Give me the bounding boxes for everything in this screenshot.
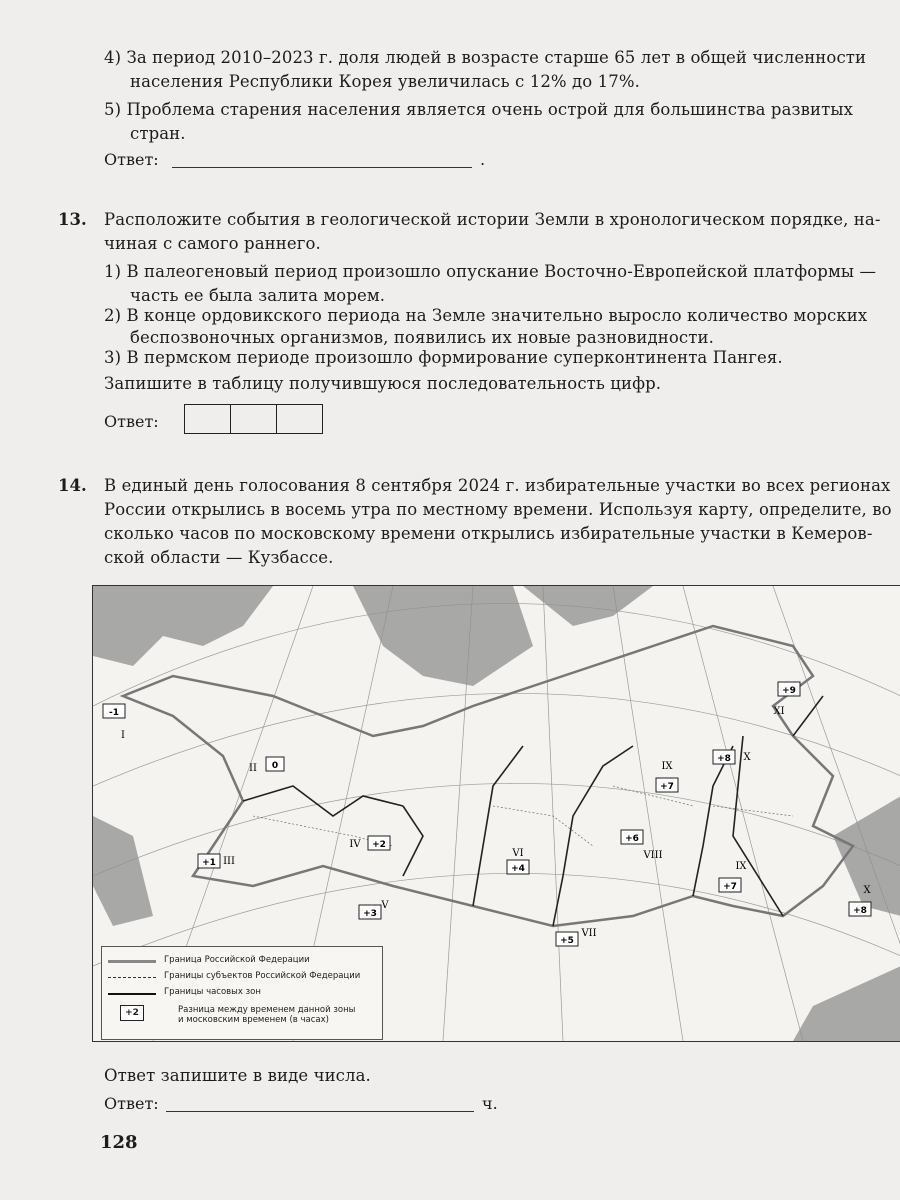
q14-prompt-line4: ской области — Кузбассе. <box>104 548 334 567</box>
zone-offset-VIII: +6 <box>625 834 639 844</box>
q14-prompt-line1: В единый день голосования 8 сентября 2024 г. избирательные участки во всех регионах <box>104 476 891 495</box>
q12-item5-line1: 5) Проблема старения населения является очень острой для большинства развитых <box>104 100 853 119</box>
zone-offset-X: +8 <box>717 754 731 764</box>
zone-label-I: I <box>121 730 125 741</box>
legend-difference-line1: Разница между временем данной зоны <box>178 1005 356 1015</box>
zone-label-IV: IV <box>349 839 361 850</box>
zone-offset-III: +1 <box>202 858 216 868</box>
zone-offset-X-east: +8 <box>853 906 867 916</box>
zone-offset-XI: +9 <box>782 686 796 696</box>
zone-label-IX-south: IX <box>735 861 747 872</box>
map-legend <box>101 946 383 1040</box>
q12-item5-line2: стран. <box>130 124 186 143</box>
zone-label-X-east: X <box>863 885 871 896</box>
zone-offset-V: +3 <box>363 909 377 919</box>
answer-cell[interactable] <box>231 405 277 433</box>
q14-prompt-line3: сколько часов по московскому времени открылись избирательные участки в Кемеров- <box>104 524 873 543</box>
q12-item4-line2: населения Республики Корея увеличилась с 12% до 17%. <box>130 72 640 91</box>
q12-answer-field[interactable] <box>172 166 472 168</box>
zone-label-VII: VII <box>581 928 597 939</box>
q13-event2-line1: 2) В конце ордовикского периода на Земле значительно выросло количество морских <box>104 306 868 325</box>
legend-federation-border: Граница Российской Федерации <box>164 955 310 965</box>
q12-answer-label: Ответ: <box>104 150 159 169</box>
zone-label-II: II <box>249 763 257 774</box>
zone-offset-IX: +7 <box>660 782 674 792</box>
answer-cell[interactable] <box>185 405 231 433</box>
q13-event2-line2: беспозвоночных организмов, появились их новые разновидности. <box>130 328 714 347</box>
zone-offset-VII: +5 <box>560 936 574 946</box>
q14-instruction: Ответ запишите в виде числа. <box>104 1066 371 1085</box>
q13-number: 13. <box>58 210 87 229</box>
q14-number: 14. <box>58 476 87 495</box>
timezone-border-symbol <box>108 990 156 995</box>
q14-answer-suffix: ч. <box>482 1094 498 1113</box>
q13-instruction: Запишите в таблицу получившуюся последовательность цифр. <box>104 374 662 393</box>
zone-label-III: III <box>223 856 235 867</box>
timezone-map <box>92 585 900 1042</box>
q13-prompt-line2: чиная с самого раннего. <box>104 234 321 253</box>
legend-timezone-borders: Границы часовых зон <box>164 987 261 997</box>
q13-answer-cells <box>184 404 323 434</box>
zone-offset-II: 0 <box>271 761 279 771</box>
zone-label-VIII: VIII <box>643 850 663 861</box>
legend-subject-borders: Границы субъектов Российской Федерации <box>164 971 361 981</box>
q13-event1-line1: 1) В палеогеновый период произошло опускание Восточно-Европейской платформы — <box>104 262 877 281</box>
q12-answer-suffix: . <box>480 150 486 169</box>
zone-offset-VI: +4 <box>511 864 525 874</box>
zone-label-VI: VI <box>512 848 524 859</box>
zone-label-X: X <box>743 752 751 763</box>
answer-cell[interactable] <box>277 405 322 433</box>
zone-offset-IX-south: +7 <box>723 882 737 892</box>
q13-event1-line2: часть ее была залита морем. <box>130 286 386 305</box>
q13-event3: 3) В пермском периоде произошло формирование суперконтинента Пангея. <box>104 348 783 367</box>
zone-label-XI: XI <box>773 706 785 717</box>
q14-answer-label: Ответ: <box>104 1094 159 1113</box>
legend-difference-line2: и московским временем (в часах) <box>178 1015 329 1025</box>
zone-label-IX: IX <box>661 761 673 772</box>
page-number: 128 <box>100 1132 138 1153</box>
legend-offset-sample: +2 <box>120 1005 144 1021</box>
q14-answer-field[interactable] <box>166 1110 474 1112</box>
q12-item4-line1: 4) За период 2010–2023 г. доля людей в возрасте старше 65 лет в общей численности <box>104 48 867 67</box>
q13-answer-label: Ответ: <box>104 412 159 431</box>
q13-prompt-line1: Расположите события в геологической истории Земли в хронологическом порядке, на- <box>104 210 881 229</box>
federation-border-symbol <box>108 957 156 963</box>
zone-label-V: V <box>381 900 389 911</box>
zone-offset-I: -1 <box>109 708 119 718</box>
q14-prompt-line2: России открылись в восемь утра по местному времени. Используя карту, определите, во <box>104 500 892 519</box>
zone-offset-IV: +2 <box>372 840 386 850</box>
subject-border-symbol <box>108 974 156 978</box>
